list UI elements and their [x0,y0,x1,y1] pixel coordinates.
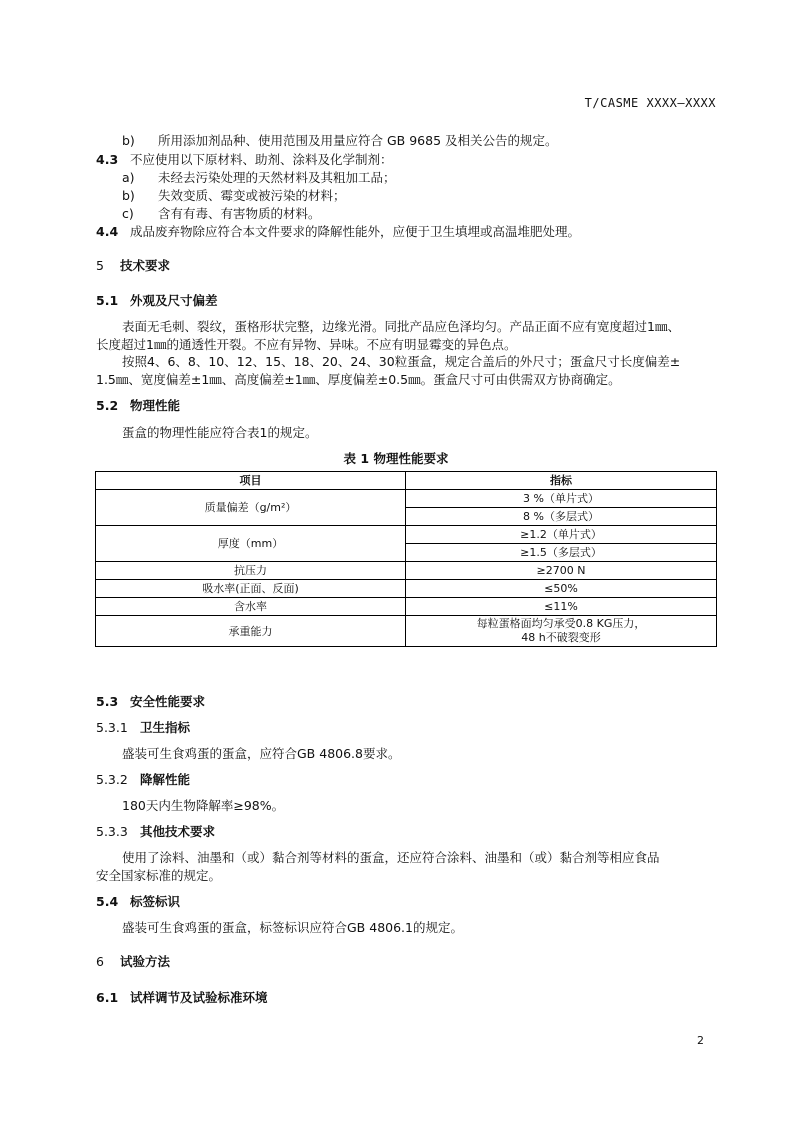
page-number: 2 [697,1034,704,1047]
table-header-cell: 指标 [406,472,717,490]
paragraph-line: 1.5㎜、宽度偏差±1㎜、高度偏差±1㎜、厚度偏差±0.5㎜。蛋盒尺寸可由供需双方协商确定。 [96,372,621,387]
table-cell: ≤50% [406,580,717,598]
table-cell [406,616,717,647]
clause-5-3-3-heading [96,822,215,840]
table-row [96,562,717,580]
clause-title: 其他技术要求 [140,824,216,839]
clause-4-4 [96,222,580,240]
clause-5-1-heading [96,291,218,309]
section-title: 技术要求 [120,258,171,273]
table-cell: 抗压力 [96,562,406,580]
table-caption: 表 1 物理性能要求 [343,451,449,466]
table-cell: ≥1.5（多层式） [406,544,717,562]
table-cell: 3 %（单片式） [406,490,717,508]
list-text: 所用添加剂品种、使用范围及用量应符合 GB 9685 及相关公告的规定。 [158,133,558,148]
list-text: 失效变质、霉变或被污染的材料； [158,188,346,203]
clause-title: 外观及尺寸偏差 [130,293,218,308]
table-header-cell: 项目 [96,472,406,490]
clause-4-3 [96,150,393,168]
list-item [122,204,321,222]
clause-title: 标签标识 [130,894,181,909]
clause-title: 物理性能 [130,398,181,413]
clause-number: 5.2 [96,398,119,413]
list-label: b) [122,188,135,203]
clause-title: 卫生指标 [140,720,191,735]
table-row [96,490,717,508]
table-cell: ≥2700 N [406,562,717,580]
paragraph-line: 长度超过1㎜的通透性开裂。不应有异物、异味。不应有明显霉变的异色点。 [96,337,517,352]
clause-6-1-heading [96,988,268,1006]
clause-title: 试样调节及试验标准环境 [130,990,268,1005]
section-6-heading [96,952,170,970]
paragraph-line: 盛装可生食鸡蛋的蛋盒，标签标识应符合GB 4806.1的规定。 [122,920,463,935]
table-cell-line: 每粒蛋格面均匀承受0.8 KG压力， [476,617,646,630]
clause-5-3-2-heading [96,770,190,788]
clause-number: 5.4 [96,894,119,909]
table-cell: 吸水率(正面、反面) [96,580,406,598]
list-label: c) [122,206,134,221]
table-header-row [96,472,717,490]
clause-5-2-heading [96,396,180,414]
table-row [96,616,717,647]
clause-number: 5.3.3 [96,824,128,839]
clause-5-4-heading [96,892,180,910]
physical-properties-table [95,471,717,647]
table-cell: 承重能力 [96,616,406,647]
table-row [96,526,717,544]
section-title: 试验方法 [120,954,171,969]
clause-text: 成品废弃物除应符合本文件要求的降解性能外，应便于卫生填埋或高温堆肥处理。 [130,224,581,239]
clause-title: 降解性能 [140,772,191,787]
table-cell: 厚度（mm） [96,526,406,562]
clause-number: 6.1 [96,990,119,1005]
paragraph-line: 使用了涂料、油墨和（或）黏合剂等材料的蛋盒，还应符合涂料、油墨和（或）黏合剂等相应食品 [122,850,660,865]
section-number: 6 [96,954,104,969]
clause-text: 不应使用以下原材料、助剂、涂料及化学制剂： [130,152,393,167]
table-row [96,598,717,616]
paragraph-line: 安全国家标准的规定。 [96,868,222,883]
table-cell: ≤11% [406,598,717,616]
list-label: a) [122,170,135,185]
paragraph-line: 表面无毛刺、裂纹，蛋格形状完整，边缘光滑。同批产品应色泽均匀。产品正面不应有宽度超过1㎜、 [122,319,680,334]
clause-number: 4.4 [96,224,119,239]
clause-number: 5.3.1 [96,720,128,735]
clause-number: 5.1 [96,293,119,308]
clause-number: 5.3.2 [96,772,128,787]
paragraph-line: 按照4、6、8、10、12、15、18、20、24、30粒蛋盒，规定合盖后的外尺寸；蛋盒尺寸长度偏差± [122,354,681,369]
list-item [122,168,396,186]
paragraph-line: 盛装可生食鸡蛋的蛋盒，应符合GB 4806.8要求。 [122,746,401,761]
paragraph-line: 180天内生物降解率≥98%。 [122,798,285,813]
table-cell: 质量偏差（g/m²） [96,490,406,526]
list-text: 含有有毒、有害物质的材料。 [158,206,321,221]
table-row [96,580,717,598]
list-item [122,186,346,204]
clause-5-3-1-heading [96,718,190,736]
list-text: 未经去污染处理的天然材料及其粗加工品； [158,170,396,185]
table-cell: 含水率 [96,598,406,616]
section-5-heading [96,256,170,274]
clause-5-3-heading [96,692,205,710]
section-number: 5 [96,258,104,273]
clause-number: 4.3 [96,152,119,167]
table-cell-line: 48 h不破裂变形 [521,631,601,644]
document-code: T/CASME XXXX—XXXX [584,96,716,110]
clause-title: 安全性能要求 [130,694,206,709]
list-item [122,131,558,149]
clause-number: 5.3 [96,694,119,709]
list-label: b) [122,133,135,148]
paragraph-line: 蛋盒的物理性能应符合表1的规定。 [122,425,318,440]
table-cell: 8 %（多层式） [406,508,717,526]
table-cell: ≥1.2（单片式） [406,526,717,544]
